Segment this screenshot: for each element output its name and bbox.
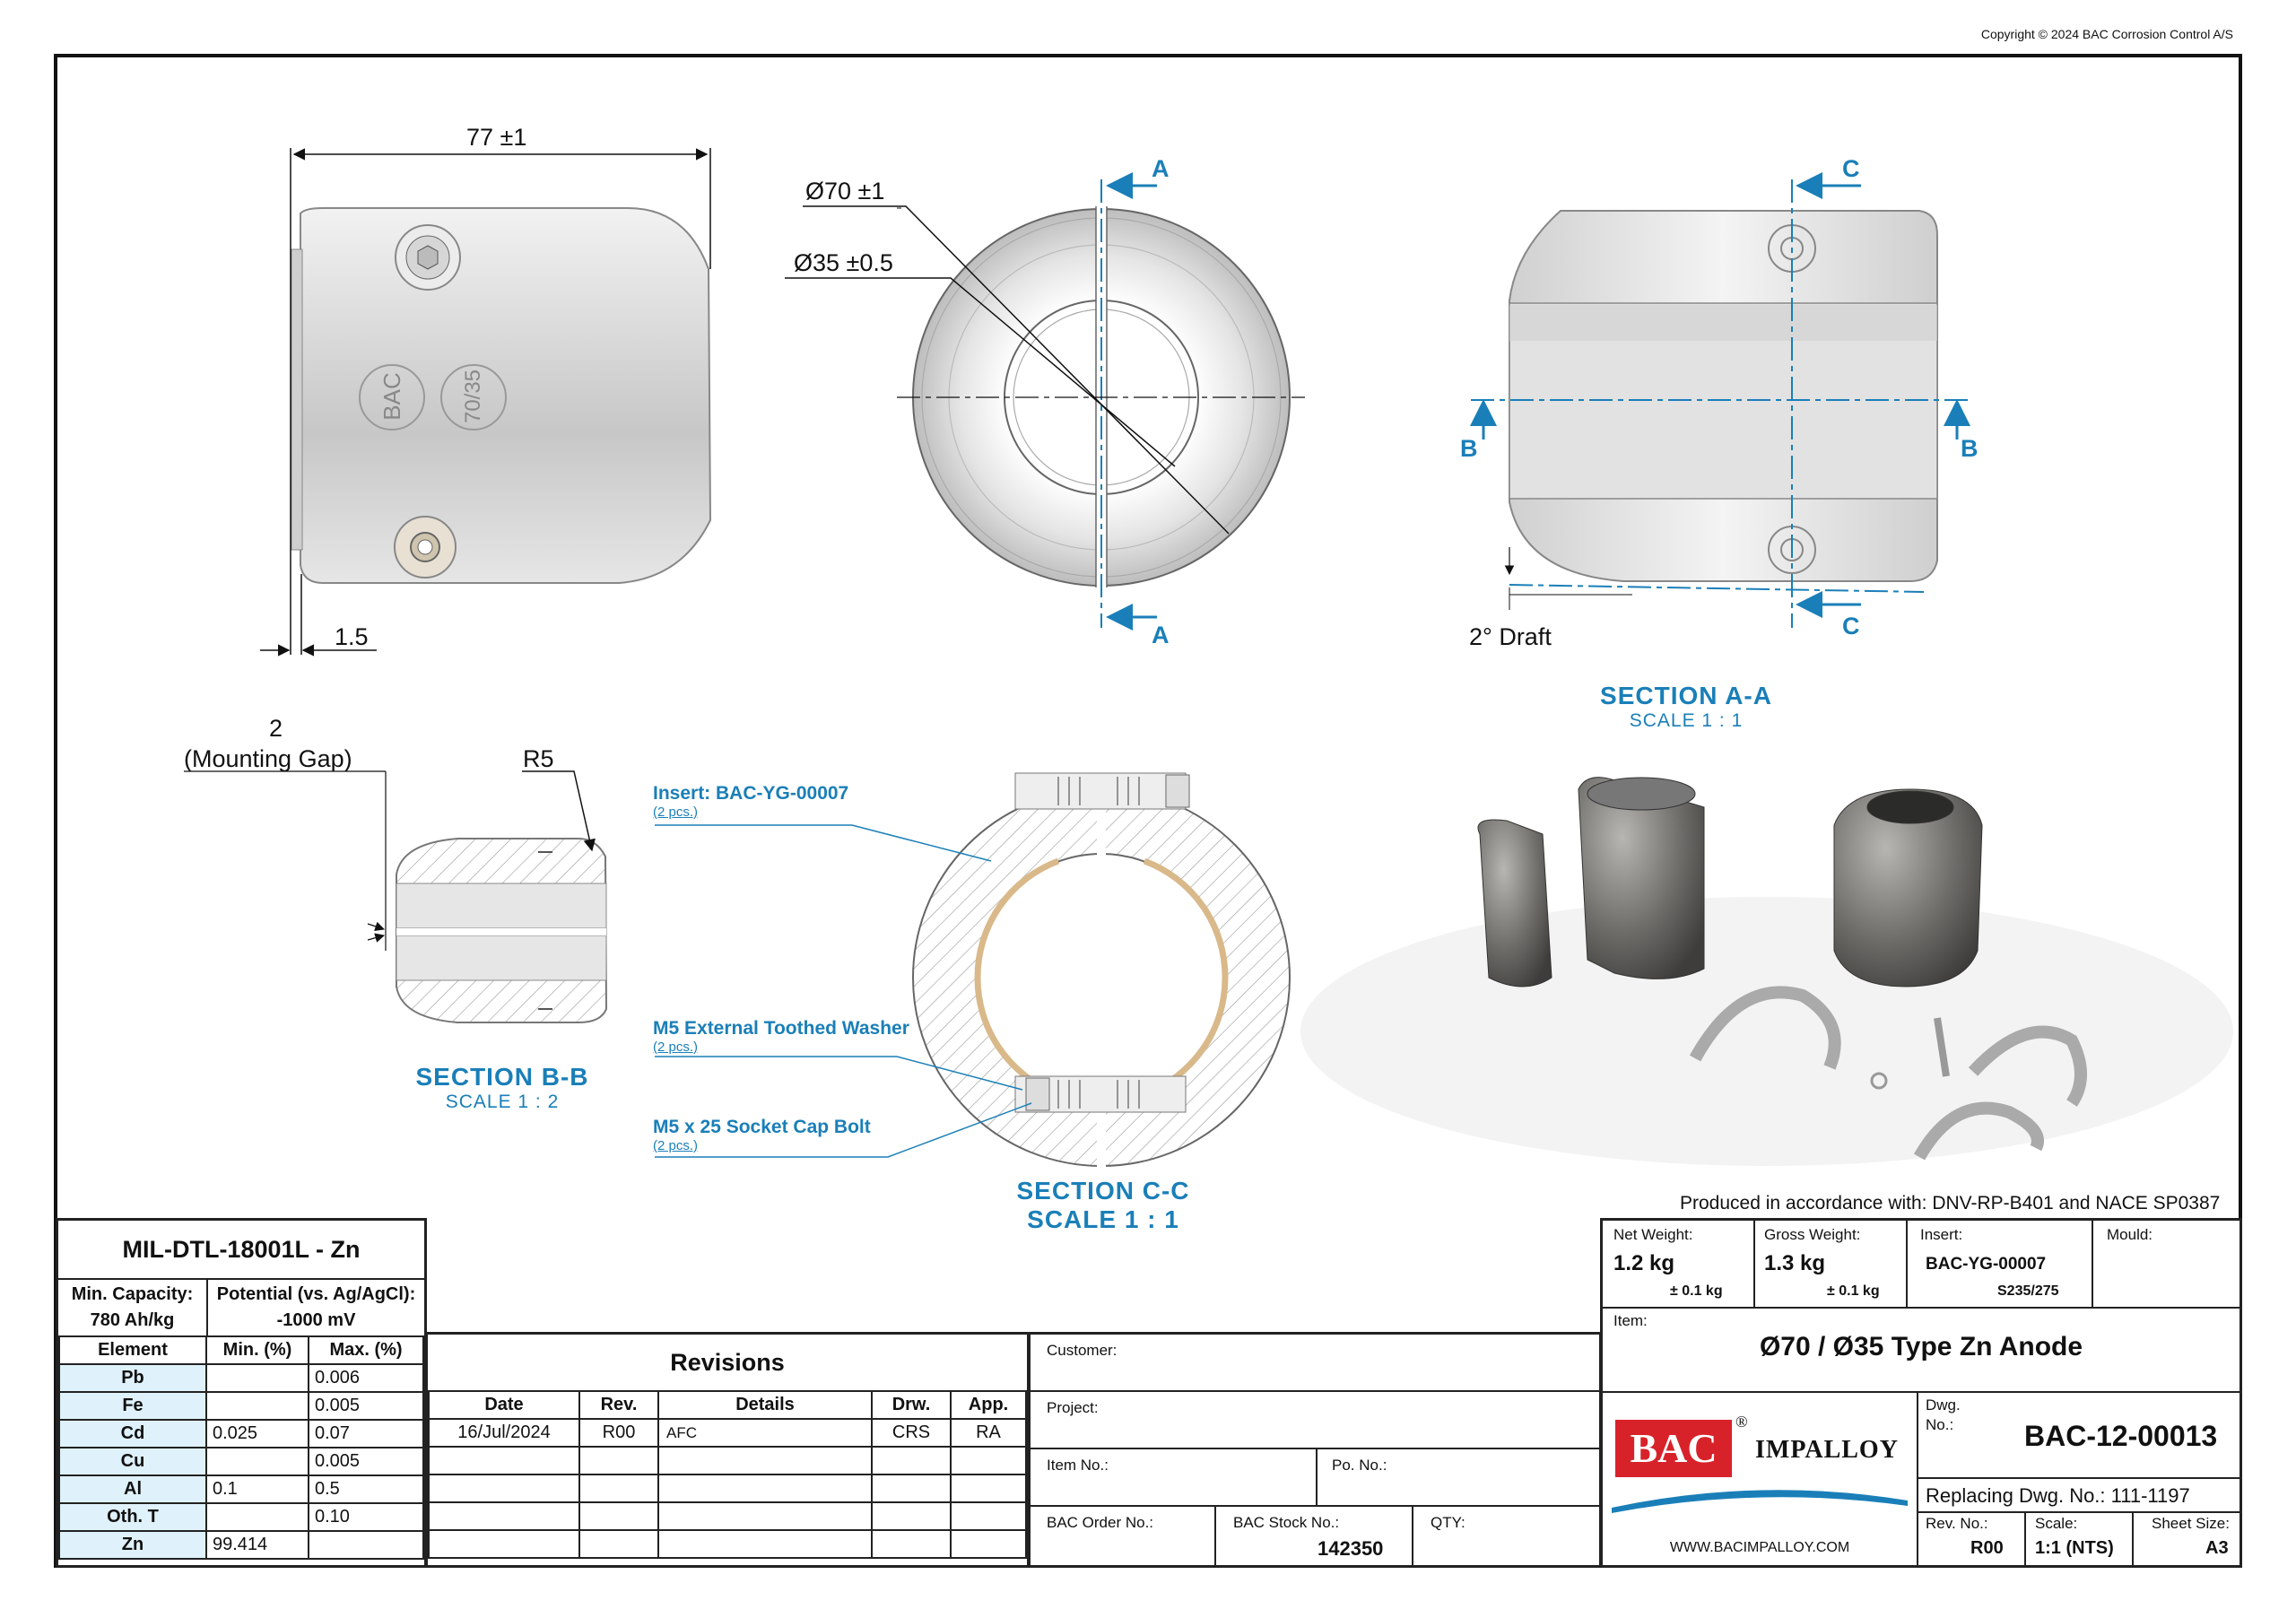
marker-a-bottom: A <box>1152 622 1170 648</box>
table-row <box>59 1475 423 1503</box>
header-rev: Rev. <box>579 1391 658 1419</box>
bac-stock-value: 142350 <box>1318 1537 1384 1560</box>
stamp-brand: BAC <box>378 372 405 421</box>
dim-draft: 2° Draft <box>1469 623 1552 650</box>
customer-label: Customer: <box>1047 1342 1118 1359</box>
section-a-a-label <box>1561 682 1812 732</box>
table-row <box>59 1420 423 1448</box>
element: Pb <box>59 1364 206 1392</box>
max: 0.10 <box>309 1503 423 1531</box>
gross-weight-value: 1.3 kg <box>1764 1251 1826 1275</box>
gross-weight-label: Gross Weight: <box>1764 1226 1861 1243</box>
dim-radius: R5 <box>523 745 554 772</box>
po-no-label: Po. No.: <box>1332 1457 1387 1474</box>
min: 0.025 <box>206 1420 309 1448</box>
element: Cd <box>59 1420 206 1448</box>
potential-label: Potential (vs. Ag/AgCl): <box>216 1284 416 1304</box>
rev-app: RA <box>951 1419 1026 1447</box>
callout-insert <box>653 783 848 820</box>
rev-no-value: R00 <box>1970 1538 2004 1558</box>
mould-label: Mould: <box>2107 1226 2153 1243</box>
capacity-cell <box>58 1280 208 1335</box>
marker-c-top: C <box>1842 155 1860 182</box>
revisions-header <box>429 1391 1026 1419</box>
max: 0.5 <box>309 1475 423 1503</box>
composition-table <box>58 1335 424 1560</box>
dim-inner-diameter: Ø35 ±0.5 <box>794 249 893 276</box>
dim-lip: 1.5 <box>335 623 369 650</box>
table-row <box>59 1448 423 1475</box>
potential-value: -1000 mV <box>276 1310 356 1330</box>
capacity-value: 780 Ah/kg <box>90 1310 175 1330</box>
min: 99.414 <box>206 1531 309 1559</box>
stamp-size: 70/35 <box>461 369 485 424</box>
section-c-c-title: SECTION C-C <box>1016 1177 1190 1205</box>
potential-cell <box>208 1280 424 1335</box>
min <box>206 1503 309 1531</box>
gross-weight-tolerance: ± 0.1 kg <box>1827 1283 1880 1299</box>
header-date: Date <box>429 1391 579 1419</box>
table-row <box>59 1392 423 1420</box>
dim-outer-diameter: Ø70 ±1 <box>805 178 885 204</box>
rev-drw: CRS <box>872 1419 951 1447</box>
table-row <box>59 1531 423 1559</box>
callout-insert-label: Insert: BAC-YG-00007 <box>653 783 849 804</box>
max: 0.07 <box>309 1420 423 1448</box>
callout-insert-qty: (2 pcs.) <box>653 805 699 820</box>
bac-logo: BAC <box>1615 1420 1732 1477</box>
revisions-title: Revisions <box>428 1335 1027 1392</box>
element: Cu <box>59 1448 206 1475</box>
dwg-number: BAC-12-00013 <box>2024 1420 2218 1452</box>
dim-length: 77 ±1 <box>466 124 527 151</box>
min <box>206 1448 309 1475</box>
section-a-a-scale: SCALE 1 : 1 <box>1629 710 1744 731</box>
min <box>206 1364 309 1392</box>
sheet-size-value: A3 <box>2205 1538 2229 1558</box>
insert-value: BAC-YG-00007 <box>1926 1255 2047 1274</box>
net-weight-value: 1.2 kg <box>1613 1251 1675 1275</box>
table-row <box>59 1364 423 1392</box>
material-block <box>56 1218 427 1568</box>
rev-no-label: Rev. No.: <box>1926 1515 1988 1532</box>
item-value: Ø70 / Ø35 Type Zn Anode <box>1759 1332 2083 1361</box>
marker-b-left: B <box>1460 435 1478 462</box>
section-a-a-view <box>1471 179 1973 628</box>
revisions-table <box>428 1390 1027 1559</box>
callout-bolt-qty: (2 pcs.) <box>653 1138 699 1153</box>
rev-number: R00 <box>579 1419 658 1447</box>
header-app: App. <box>951 1391 1026 1419</box>
header-drw: Drw. <box>872 1391 951 1419</box>
logo-registered: ® <box>1735 1413 1748 1431</box>
project-label: Project: <box>1047 1399 1099 1416</box>
callout-washer-label: M5 External Toothed Washer <box>653 1018 909 1039</box>
dim-gap-label: (Mounting Gap) <box>184 745 352 772</box>
impalloy-logo: IMPALLOY <box>1755 1436 1899 1464</box>
insert-grade: S235/275 <box>1997 1283 2059 1299</box>
section-b-b-view <box>184 771 606 1022</box>
copyright: Copyright © 2024 BAC Corrosion Control A/S <box>1980 27 2233 41</box>
table-row <box>429 1419 1026 1447</box>
element: Oth. T <box>59 1503 206 1531</box>
min: 0.1 <box>206 1475 309 1503</box>
element: Al <box>59 1475 206 1503</box>
header-details: Details <box>658 1391 872 1419</box>
bac-order-label: BAC Order No.: <box>1047 1514 1154 1531</box>
rev-details: AFC <box>658 1419 872 1447</box>
dwg-label-1: Dwg. <box>1926 1396 1961 1414</box>
table-row <box>429 1447 1026 1474</box>
marker-c-bottom: C <box>1842 613 1860 639</box>
section-c-c-view <box>655 773 1290 1175</box>
max: 0.005 <box>309 1448 423 1475</box>
item-label: Item: <box>1613 1312 1648 1329</box>
callout-washer <box>653 1018 909 1055</box>
net-weight-label: Net Weight: <box>1613 1226 1693 1243</box>
title-block <box>1600 1218 2242 1568</box>
section-c-c-label <box>969 1177 1238 1234</box>
capacity-label: Min. Capacity: <box>71 1284 194 1304</box>
table-row <box>59 1503 423 1531</box>
front-view <box>785 179 1305 628</box>
scale-label: Scale: <box>2035 1515 2078 1532</box>
scale-value: 1:1 (NTS) <box>2035 1538 2114 1558</box>
callout-washer-qty: (2 pcs.) <box>653 1040 699 1055</box>
table-row <box>429 1502 1026 1530</box>
table-row <box>429 1530 1026 1558</box>
element: Fe <box>59 1392 206 1420</box>
section-b-b-scale: SCALE 1 : 2 <box>445 1092 560 1112</box>
composition-header <box>59 1336 423 1364</box>
dwg-label-2: No.: <box>1926 1416 1954 1433</box>
element: Zn <box>59 1531 206 1559</box>
section-a-a-title: SECTION A-A <box>1600 682 1772 709</box>
section-b-b-label <box>377 1063 628 1113</box>
material-spec: MIL-DTL-18001L - Zn <box>58 1221 424 1280</box>
table-row <box>429 1474 1026 1502</box>
callout-bolt-label: M5 x 25 Socket Cap Bolt <box>653 1117 871 1137</box>
min <box>206 1392 309 1420</box>
max: 0.006 <box>309 1364 423 1392</box>
logo-wave-icon <box>1612 1481 1908 1517</box>
website: WWW.BACIMPALLOY.COM <box>1669 1540 1850 1555</box>
qty-label: QTY: <box>1431 1514 1465 1531</box>
header-min: Min. (%) <box>206 1336 309 1364</box>
bac-stock-label: BAC Stock No.: <box>1233 1514 1340 1531</box>
sheet-size-label: Sheet Size: <box>2152 1515 2230 1532</box>
max <box>309 1531 423 1559</box>
item-no-label: Item No.: <box>1047 1457 1109 1474</box>
dim-gap-value: 2 <box>269 715 283 742</box>
product-photo <box>1300 778 2233 1166</box>
order-block <box>1028 1332 1602 1568</box>
net-weight-tolerance: ± 0.1 kg <box>1670 1283 1723 1299</box>
replacing-dwg: Replacing Dwg. No.: 111-1197 <box>1926 1484 2190 1507</box>
revisions-block <box>425 1332 1030 1568</box>
rev-date: 16/Jul/2024 <box>429 1419 579 1447</box>
section-c-c-scale: SCALE 1 : 1 <box>1027 1205 1179 1233</box>
max: 0.005 <box>309 1392 423 1420</box>
callout-bolt <box>653 1117 871 1153</box>
section-b-b-title: SECTION B-B <box>415 1063 589 1091</box>
marker-a-top: A <box>1152 155 1170 182</box>
marker-b-right: B <box>1961 435 1979 462</box>
header-max: Max. (%) <box>309 1336 423 1364</box>
insert-label: Insert: <box>1920 1226 1963 1243</box>
header-element: Element <box>59 1336 206 1364</box>
standards-note: Produced in accordance with: DNV-RP-B401 and NACE SP0387 <box>1680 1193 2221 1214</box>
